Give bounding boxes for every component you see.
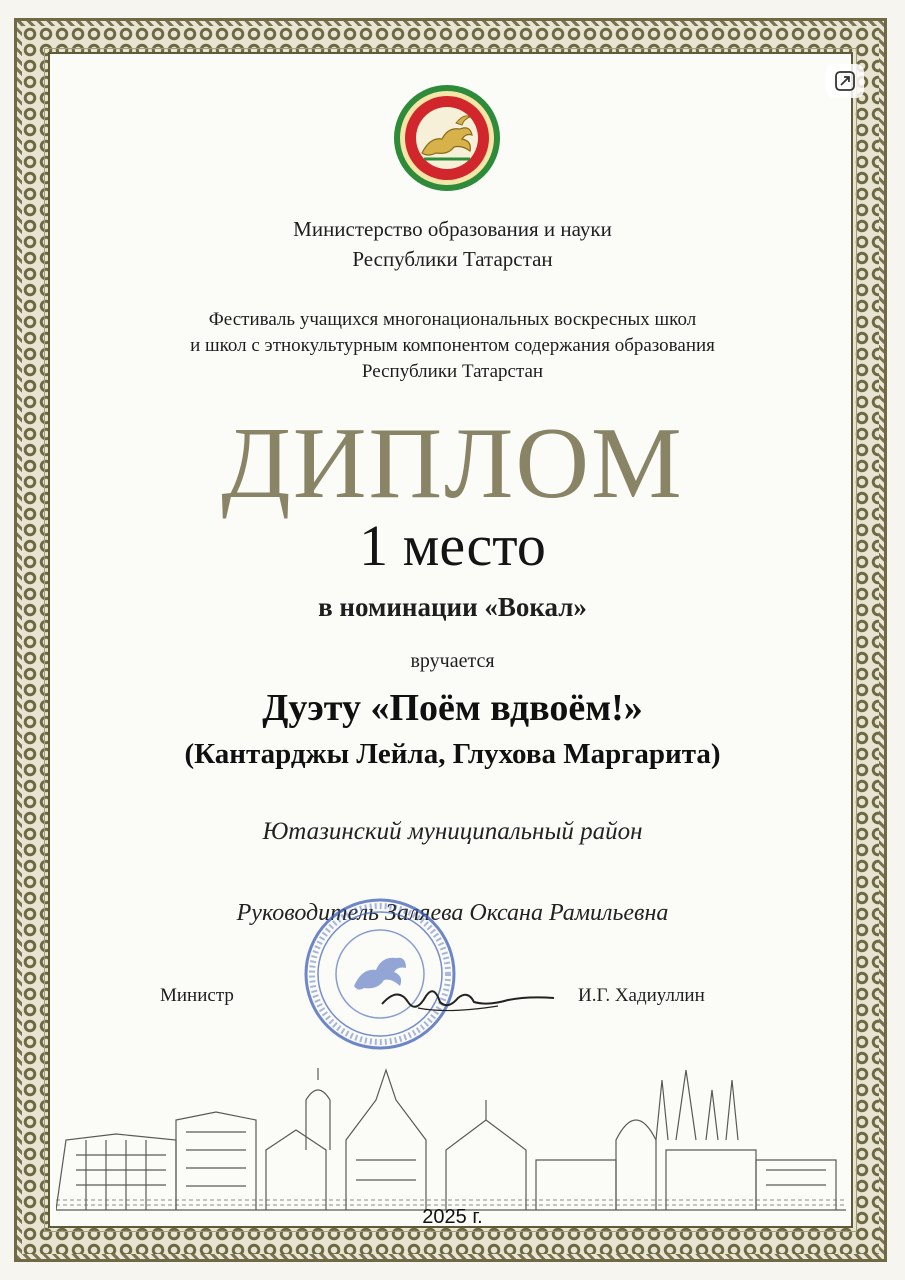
festival-line-2: и школ с этнокультурным компонентом содержания образования — [190, 335, 715, 356]
place-label: 1 место — [359, 513, 546, 578]
nomination-label: в номинации «Вокал» — [318, 592, 587, 622]
festival-line-1: Фестиваль учащихся многонациональных воскресных школ — [208, 309, 697, 330]
tatarstan-emblem-icon — [386, 83, 508, 193]
diploma-title: ДИПЛОМ — [221, 407, 684, 520]
minister-name: И.Г. Хадиуллин — [578, 985, 705, 1006]
district-name: Ютазинский муниципальный район — [262, 818, 643, 845]
festival-name — [0, 307, 905, 385]
signature-icon — [378, 980, 558, 1020]
awarded-label: вручается — [410, 650, 495, 672]
leader-name: Руководитель Заляева Оксана Рамильевна — [236, 900, 669, 926]
recipient-name: Дуэту «Поём вдвоём!» — [262, 687, 643, 729]
members-names: (Кантарджы Лейла, Глухова Маргарита) — [184, 738, 721, 770]
official-stamp-icon — [300, 894, 460, 1054]
ministry-line-2: Республики Татарстан — [352, 247, 553, 271]
minister-label: Министр — [160, 985, 234, 1006]
ministry-line-1: Министерство образования и науки — [293, 217, 612, 241]
share-icon[interactable] — [826, 64, 864, 98]
ministry-name — [0, 214, 905, 274]
kazan-skyline-illustration — [56, 1060, 846, 1220]
year-label: 2025 г. — [422, 1206, 483, 1228]
festival-line-3: Республики Татарстан — [361, 361, 544, 382]
